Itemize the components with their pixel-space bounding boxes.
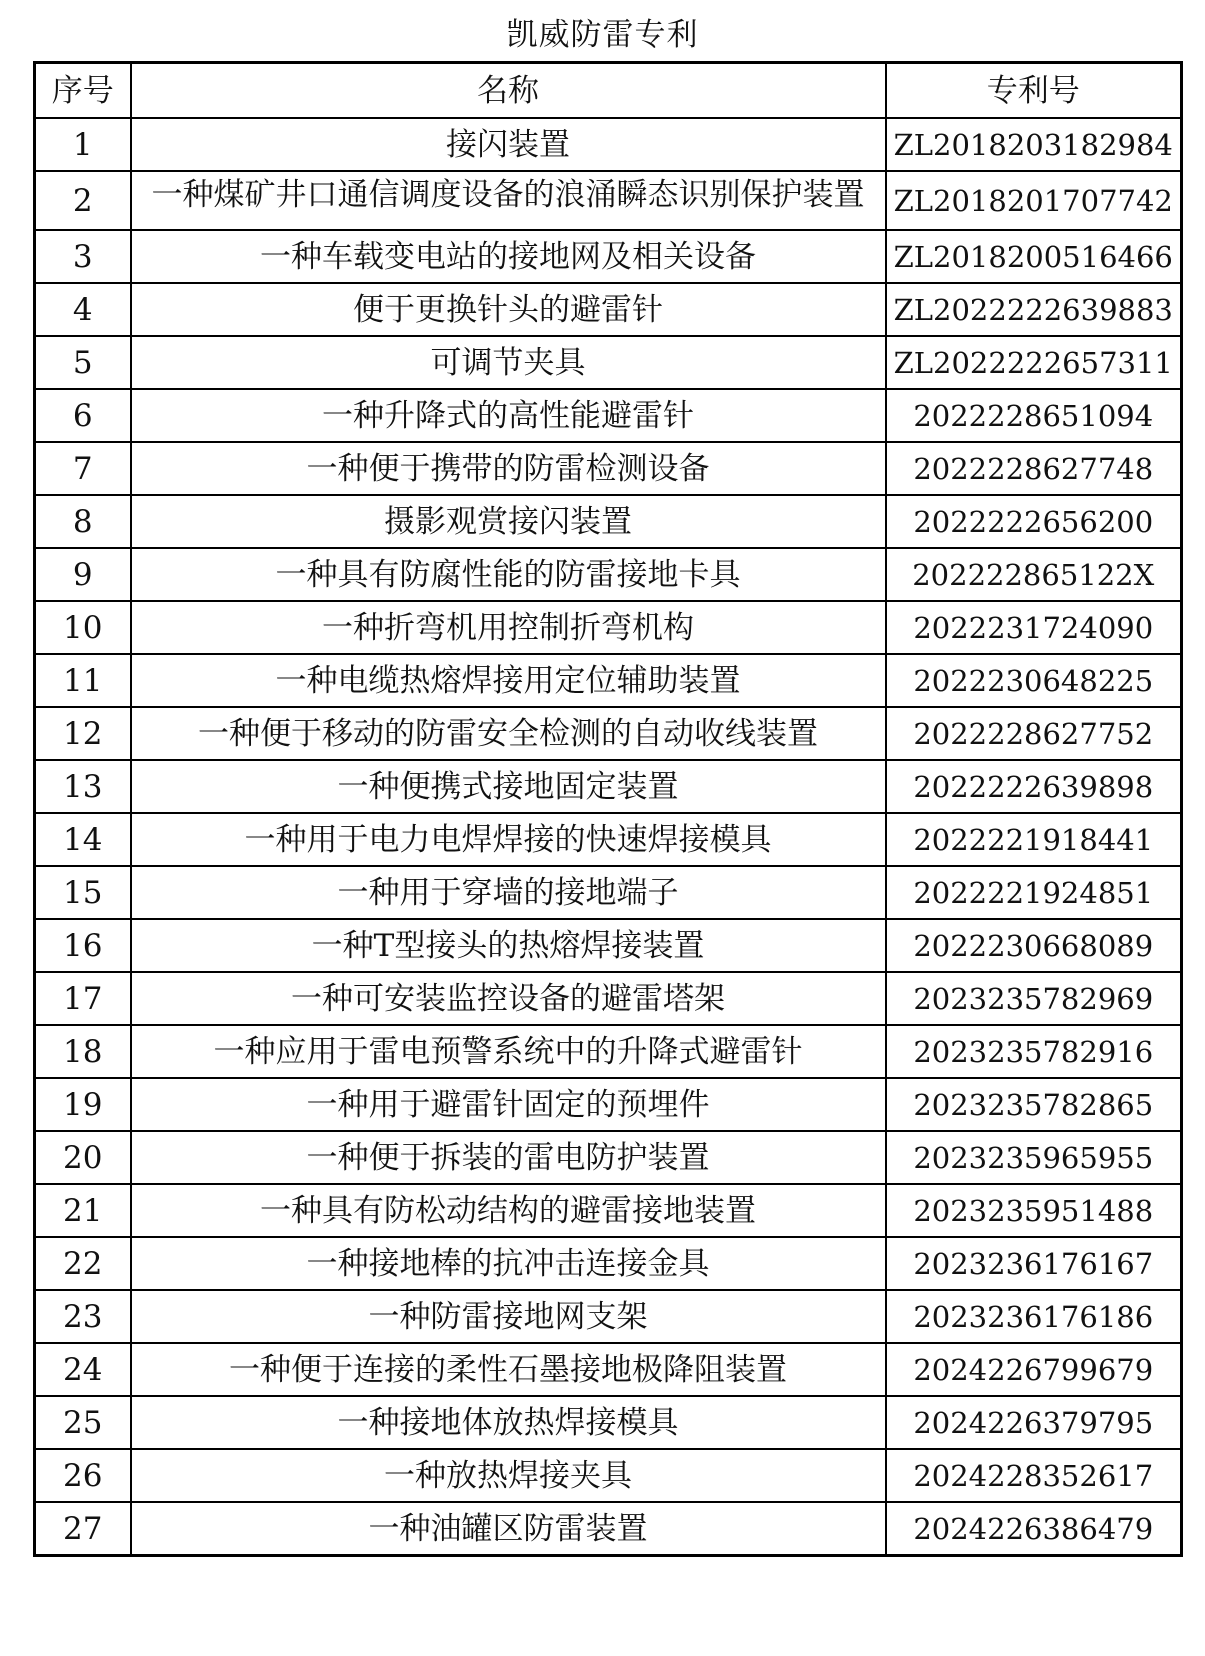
row-patent-name: 一种具有防腐性能的防雷接地卡具: [131, 548, 886, 601]
row-patent-name: 一种用于避雷针固定的预埋件: [131, 1078, 886, 1131]
table-row: [35, 654, 1182, 707]
row-patent-name: 一种T型接头的热熔焊接装置: [131, 919, 886, 972]
header-row: [35, 63, 1182, 119]
row-patent-number: 2023236176167: [886, 1237, 1182, 1290]
table-row: [35, 601, 1182, 654]
table-row: [35, 1343, 1182, 1396]
row-patent-name: 一种用于穿墙的接地端子: [131, 866, 886, 919]
table-row: [35, 171, 1182, 230]
row-index: 3: [35, 230, 131, 283]
row-patent-number: 2022228651094: [886, 389, 1182, 442]
row-patent-number: 2023235782969: [886, 972, 1182, 1025]
row-index: 4: [35, 283, 131, 336]
row-patent-name: 一种便携式接地固定装置: [131, 760, 886, 813]
row-index: 24: [35, 1343, 131, 1396]
table-row: [35, 495, 1182, 548]
row-patent-number: 2022231724090: [886, 601, 1182, 654]
row-patent-name: 一种便于连接的柔性石墨接地极降阻装置: [131, 1343, 886, 1396]
row-patent-number: 2023235782916: [886, 1025, 1182, 1078]
row-index: 21: [35, 1184, 131, 1237]
row-patent-name: 一种便于携带的防雷检测设备: [131, 442, 886, 495]
row-patent-name: 一种用于电力电焊焊接的快速焊接模具: [131, 813, 886, 866]
table-row: [35, 866, 1182, 919]
row-index: 10: [35, 601, 131, 654]
row-index: 13: [35, 760, 131, 813]
table-row: [35, 1502, 1182, 1556]
row-index: 27: [35, 1502, 131, 1556]
row-patent-number: 2022228627752: [886, 707, 1182, 760]
table-row: [35, 972, 1182, 1025]
row-index: 16: [35, 919, 131, 972]
row-patent-name: 一种应用于雷电预警系统中的升降式避雷针: [131, 1025, 886, 1078]
table-row: [35, 442, 1182, 495]
table-row: [35, 1237, 1182, 1290]
row-patent-name: 一种接地棒的抗冲击连接金具: [131, 1237, 886, 1290]
table-row: [35, 230, 1182, 283]
header-index: 序号: [35, 63, 131, 119]
table-body: [35, 118, 1182, 1556]
row-index: 11: [35, 654, 131, 707]
row-patent-name: 摄影观赏接闪装置: [131, 495, 886, 548]
row-patent-number: ZL2018203182984: [886, 118, 1182, 171]
table-row: [35, 1396, 1182, 1449]
table-row: [35, 1078, 1182, 1131]
header-name: 名称: [131, 63, 886, 119]
table-row: [35, 118, 1182, 171]
table-row: [35, 548, 1182, 601]
row-index: 7: [35, 442, 131, 495]
row-patent-number: ZL2018200516466: [886, 230, 1182, 283]
row-patent-number: 2022222639898: [886, 760, 1182, 813]
row-patent-number: ZL2022222639883: [886, 283, 1182, 336]
row-patent-name: 一种煤矿井口通信调度设备的浪涌瞬态识别保护装置: [131, 171, 886, 230]
row-patent-name: 一种接地体放热焊接模具: [131, 1396, 886, 1449]
row-index: 18: [35, 1025, 131, 1078]
table-row: [35, 1449, 1182, 1502]
table-row: [35, 283, 1182, 336]
row-index: 8: [35, 495, 131, 548]
row-patent-name: 一种具有防松动结构的避雷接地装置: [131, 1184, 886, 1237]
row-patent-number: 2023235782865: [886, 1078, 1182, 1131]
row-patent-name: 一种油罐区防雷装置: [131, 1502, 886, 1556]
row-patent-name: 一种防雷接地网支架: [131, 1290, 886, 1343]
table-row: [35, 1025, 1182, 1078]
row-patent-number: 2024226799679: [886, 1343, 1182, 1396]
table-row: [35, 1131, 1182, 1184]
row-patent-number: 2024226386479: [886, 1502, 1182, 1556]
row-patent-name: 可调节夹具: [131, 336, 886, 389]
table-row: [35, 389, 1182, 442]
row-index: 1: [35, 118, 131, 171]
table-row: [35, 760, 1182, 813]
row-index: 25: [35, 1396, 131, 1449]
table-row: [35, 1290, 1182, 1343]
row-patent-number: ZL2018201707742: [886, 171, 1182, 230]
row-patent-number: 2022221924851: [886, 866, 1182, 919]
row-index: 6: [35, 389, 131, 442]
row-index: 14: [35, 813, 131, 866]
table-row: [35, 1184, 1182, 1237]
row-index: 2: [35, 171, 131, 230]
row-patent-name: 一种放热焊接夹具: [131, 1449, 886, 1502]
row-patent-number: 2023235951488: [886, 1184, 1182, 1237]
row-index: 17: [35, 972, 131, 1025]
table-row: [35, 336, 1182, 389]
document-title: 凯威防雷专利: [506, 17, 699, 53]
header-patent-number: 专利号: [886, 63, 1182, 119]
patent-table: [33, 61, 1183, 1557]
row-index: 12: [35, 707, 131, 760]
row-patent-number: 2023236176186: [886, 1290, 1182, 1343]
row-patent-number: 2022230648225: [886, 654, 1182, 707]
row-patent-number: ZL2022222657311: [886, 336, 1182, 389]
row-patent-name: 一种折弯机用控制折弯机构: [131, 601, 886, 654]
row-patent-number: 2022222656200: [886, 495, 1182, 548]
row-patent-name: 一种升降式的高性能避雷针: [131, 389, 886, 442]
row-patent-number: 2024228352617: [886, 1449, 1182, 1502]
row-index: 26: [35, 1449, 131, 1502]
table-header: [35, 63, 1182, 119]
row-patent-name: 一种电缆热熔焊接用定位辅助装置: [131, 654, 886, 707]
row-patent-name: 接闪装置: [131, 118, 886, 171]
row-index: 23: [35, 1290, 131, 1343]
row-patent-name: 一种便于拆装的雷电防护装置: [131, 1131, 886, 1184]
row-patent-name: 一种便于移动的防雷安全检测的自动收线装置: [131, 707, 886, 760]
row-index: 9: [35, 548, 131, 601]
row-patent-number: 2022228627748: [886, 442, 1182, 495]
row-patent-number: 2022221918441: [886, 813, 1182, 866]
row-patent-name: 一种车载变电站的接地网及相关设备: [131, 230, 886, 283]
row-patent-name: 一种可安装监控设备的避雷塔架: [131, 972, 886, 1025]
row-index: 22: [35, 1237, 131, 1290]
row-index: 15: [35, 866, 131, 919]
row-patent-number: 202222865122X: [886, 548, 1182, 601]
table-row: [35, 813, 1182, 866]
row-index: 5: [35, 336, 131, 389]
table-row: [35, 707, 1182, 760]
row-index: 19: [35, 1078, 131, 1131]
row-patent-name: 便于更换针头的避雷针: [131, 283, 886, 336]
row-patent-number: 2023235965955: [886, 1131, 1182, 1184]
row-patent-number: 2022230668089: [886, 919, 1182, 972]
row-index: 20: [35, 1131, 131, 1184]
table-row: [35, 919, 1182, 972]
row-patent-number: 2024226379795: [886, 1396, 1182, 1449]
